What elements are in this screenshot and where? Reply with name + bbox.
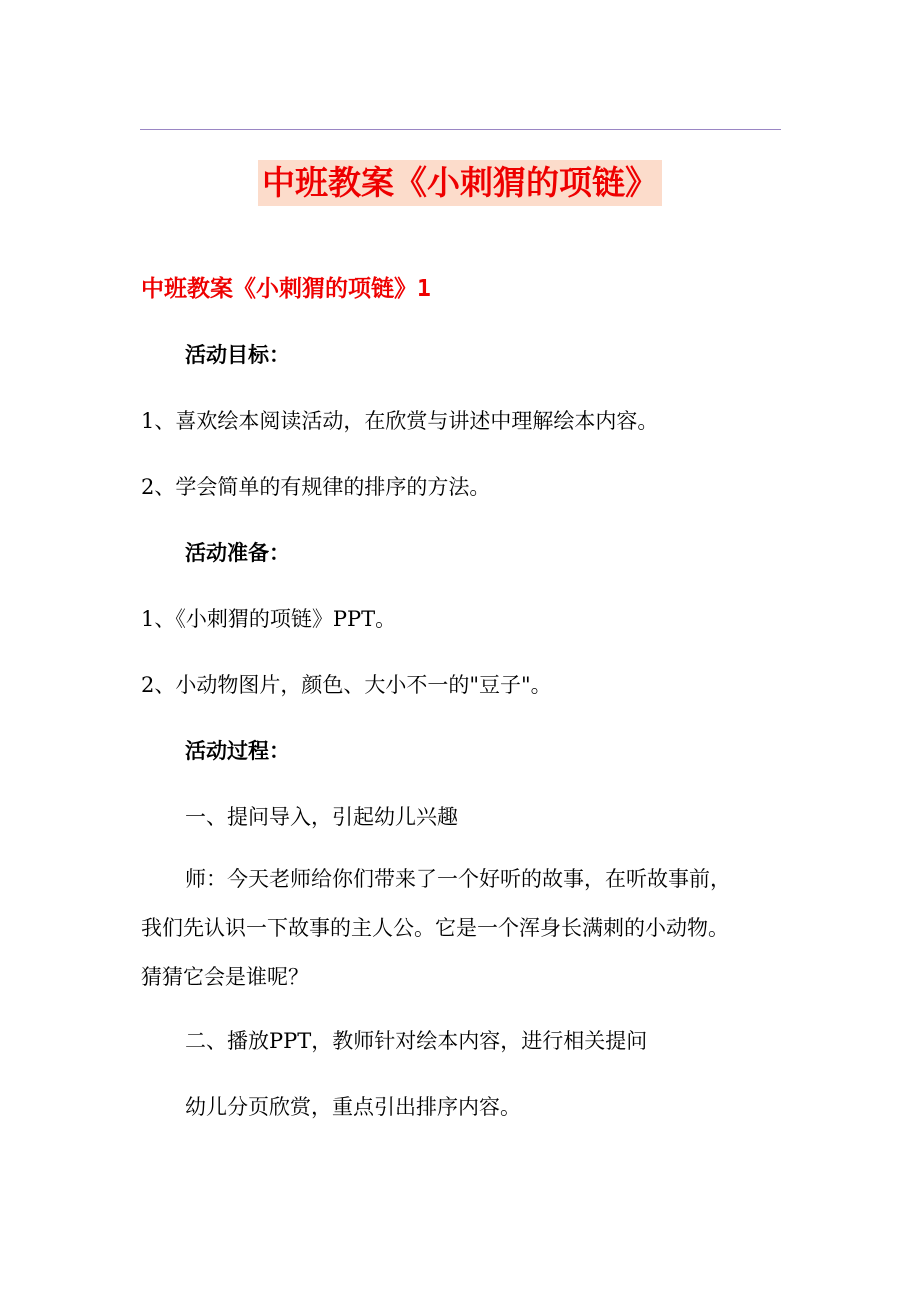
document-title: 中班教案《小刺猬的项链》 [258, 160, 662, 206]
title-container [0, 160, 920, 206]
paragraph-teacher-line-2: 我们先认识一下故事的主人公。它是一个浑身长满刺的小动物。 [141, 916, 729, 940]
paragraph-step-2: 二、播放PPT，教师针对绘本内容，进行相关提问 [185, 1029, 648, 1053]
heading-activity-process: 活动过程： [185, 739, 290, 763]
paragraph-step-2-detail: 幼儿分页欣赏，重点引出排序内容。 [185, 1095, 521, 1119]
paragraph-prep-2: 2、小动物图片，颜色、大小不一的"豆子"。 [141, 673, 552, 697]
heading-activity-goals: 活动目标： [185, 343, 290, 367]
paragraph-teacher-line-3: 猜猜它会是谁呢？ [141, 965, 309, 989]
heading-activity-preparation: 活动准备： [185, 541, 290, 565]
paragraph-prep-1: 1、《小刺猬的项链》PPT。 [141, 607, 397, 631]
paragraph-goal-1: 1、喜欢绘本阅读活动，在欣赏与讲述中理解绘本内容。 [141, 409, 659, 433]
paragraph-goal-2: 2、学会简单的有规律的排序的方法。 [141, 475, 491, 499]
section-heading: 中班教案《小刺猬的项链》1 [141, 276, 431, 302]
paragraph-teacher-line-1: 师：今天老师给你们带来了一个好听的故事，在听故事前， [185, 867, 731, 891]
header-rule [140, 129, 781, 130]
paragraph-step-1: 一、提问导入，引起幼儿兴趣 [185, 805, 458, 829]
